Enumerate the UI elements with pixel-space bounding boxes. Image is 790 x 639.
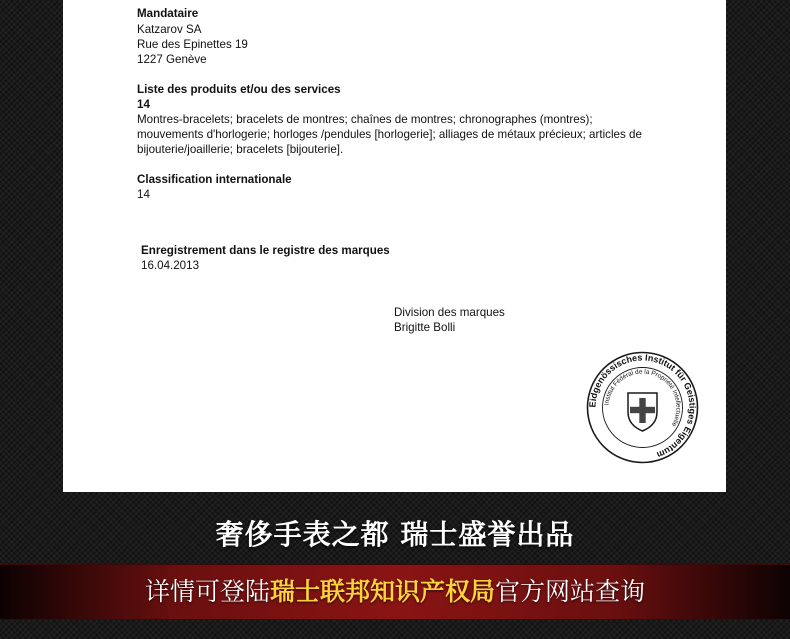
banner-suffix: 官方网站查询 <box>495 577 646 606</box>
products-line: mouvements d'horlogerie; horloges /pendules [horlogerie]; alliages de métaux précieux; articles de <box>137 128 642 141</box>
banner-prefix: 详情可登陆 <box>144 577 270 606</box>
seal-inner-text: Institut Fédéral de la Propriété Intellectuelle <box>603 368 682 428</box>
mandataire-line: Rue des Epinettes 19 <box>137 38 248 51</box>
classification-heading: Classification internationale <box>137 173 292 186</box>
seal-outer-text: Eidgenössisches Institut für Geistiges Eigentum <box>587 352 698 461</box>
official-seal-stamp <box>585 350 700 465</box>
signature-name: Brigitte Bolli <box>394 321 456 334</box>
mandataire-line: Katzarov SA <box>137 23 202 36</box>
registration-date: 16.04.2013 <box>141 259 200 272</box>
signature-division: Division des marques <box>394 306 505 319</box>
products-heading: Liste des produits et/ou des services <box>137 83 341 96</box>
banner-highlight: 瑞士联邦知识产权局 <box>269 577 495 606</box>
mandataire-line: 1227 Genève <box>137 53 207 66</box>
products-line: bijouterie/joaillerie; bracelets [bijouterie]. <box>137 143 344 156</box>
promo-banner <box>0 564 790 620</box>
products-class-number: 14 <box>137 98 150 111</box>
products-line: Montres-bracelets; bracelets de montres; chaînes de montres; chronographes (montres); <box>137 113 593 126</box>
promo-banner-text <box>0 565 790 619</box>
mandataire-heading: Mandataire <box>137 7 199 20</box>
promo-title: 奢侈手表之都 瑞士盛誉出品 <box>215 518 575 551</box>
classification-value: 14 <box>137 188 150 201</box>
registration-heading: Enregistrement dans le registre des marques <box>141 244 390 257</box>
